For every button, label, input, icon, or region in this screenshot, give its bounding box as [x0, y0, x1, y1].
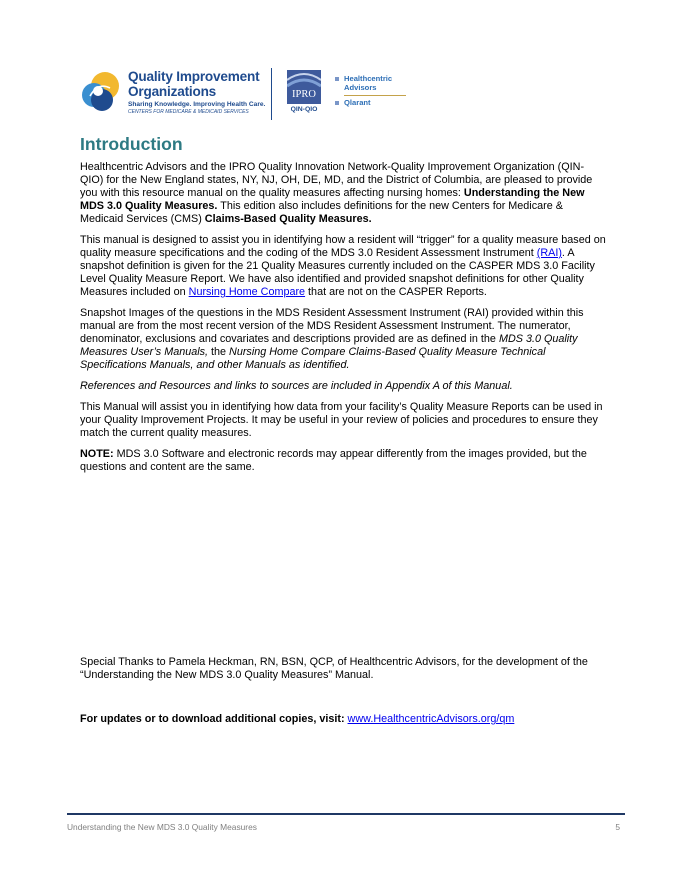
purpose-paragraph	[80, 234, 606, 299]
snapshot-text-2: the	[208, 346, 230, 358]
healthcentric-line1: Healthcentric	[344, 74, 393, 83]
thanks-paragraph: Special Thanks to Pamela Heckman, RN, BSN, QCP, of Healthcentric Advisors, for the development of the “Understanding the New MDS 3.0 Quality Measures” Manual.	[80, 656, 588, 681]
note-text: MDS 3.0 Software and electronic records may appear differently from the images provided, but the questions and content are the same.	[80, 448, 587, 473]
website-link[interactable]: www.HealthcentricAdvisors.org/qm	[347, 713, 515, 725]
document-body	[80, 134, 606, 482]
purpose-text-2: . A snapshot definition is given for the 21 Quality Measures currently included on the CASPER MDS 3.0 Facility Level Quality Measure Report. We have also identified and provided snapshot definitions for other Quality Measures included on	[80, 247, 595, 298]
updates-label: For updates or to download additional copies, visit:	[80, 713, 345, 725]
ipro-logo-tagline: QIN-QIO	[290, 106, 318, 113]
qlarant-logo	[335, 99, 406, 108]
header-logos	[80, 66, 410, 122]
qio-logo	[128, 70, 265, 115]
qlarant-label: Qlarant	[344, 98, 371, 108]
page-title: Introduction	[80, 134, 183, 154]
snapshot-text-1: Snapshot Images of the questions in the MDS Resident Assessment Instrument (RAI) provided within this manual are from the most recent version of the MDS Resident Assessment Instrument. The numerator, denominator, exclusions and covariates and descriptions provided are as defined in the	[80, 307, 584, 345]
references-paragraph	[80, 380, 606, 393]
users-manual-italic: MDS 3.0 Quality Measures User’s Manuals,	[80, 333, 578, 358]
qio-logo-subtag: CENTERS FOR MEDICARE & MEDICAID SERVICES	[128, 109, 249, 115]
ipro-emblem-icon	[287, 70, 321, 104]
note-label: NOTE:	[80, 448, 114, 460]
partner-divider	[344, 95, 406, 96]
intro-text-2: This edition also includes definitions for the new Centers for Medicare & Medicaid Services (CMS)	[80, 200, 563, 225]
qio-logo-line2: Organizations	[128, 83, 217, 99]
ipro-logo	[285, 70, 323, 113]
logo-divider	[271, 68, 272, 120]
snapshot-paragraph	[80, 307, 606, 372]
page-number: 5	[615, 822, 620, 832]
square-bullet-icon	[335, 101, 339, 105]
intro-paragraph	[80, 161, 606, 226]
qio-logo-line1: Quality Improvement	[128, 69, 260, 84]
square-bullet-icon	[335, 77, 339, 81]
intro-text-1: Healthcentric Advisors and the IPRO Quality Innovation Network-Quality Improvement Organization (QIN-QIO) for the New England states, NY, NJ, OH, DE, MD, and the District of Columbia, are pleased to provide you with this resource manual on the quality measures affecting nursing homes:	[80, 161, 593, 199]
updates-paragraph	[80, 713, 606, 726]
references-italic: References and Resources and links to sources are included in Appendix A of this Manual.	[80, 380, 513, 392]
healthcentric-line2: Advisors	[344, 82, 377, 92]
claims-based-bold: Claims-Based Quality Measures.	[204, 213, 372, 225]
usage-paragraph: This Manual will assist you in identifying how data from your facility’s Quality Measure Reports can be used in your Quality Improvement Projects. It may be useful in your review of policies and procedures to ensure they match the current quality measures.	[80, 401, 603, 439]
qio-logo-icon	[80, 70, 122, 119]
partner-logos	[335, 75, 406, 108]
footer-divider	[67, 813, 625, 815]
rai-link[interactable]: (RAI)	[536, 247, 562, 259]
claims-manual-italic: Nursing Home Compare Claims-Based Quality Measure Technical Specifications Manuals, and other Manuals as identified.	[80, 346, 546, 371]
nursing-home-compare-link[interactable]: Nursing Home Compare	[188, 286, 306, 298]
ipro-logo-word: IPRO	[292, 89, 316, 100]
qio-logo-tagline: Sharing Knowledge. Improving Health Care.	[128, 101, 266, 108]
footer-title: Understanding the New MDS 3.0 Quality Measures	[67, 822, 257, 832]
purpose-text-1: This manual is designed to assist you in identifying how a resident will “trigger” for a quality measure based on quality measure specifications and the coding of the MDS 3.0 Resident Assessment Instrument	[80, 234, 606, 259]
purpose-text-3: that are not on the CASPER Reports.	[305, 286, 487, 298]
healthcentric-logo	[335, 75, 406, 92]
manual-title-bold: Understanding the New MDS 3.0 Quality Measures.	[80, 187, 585, 212]
note-paragraph	[80, 448, 606, 474]
